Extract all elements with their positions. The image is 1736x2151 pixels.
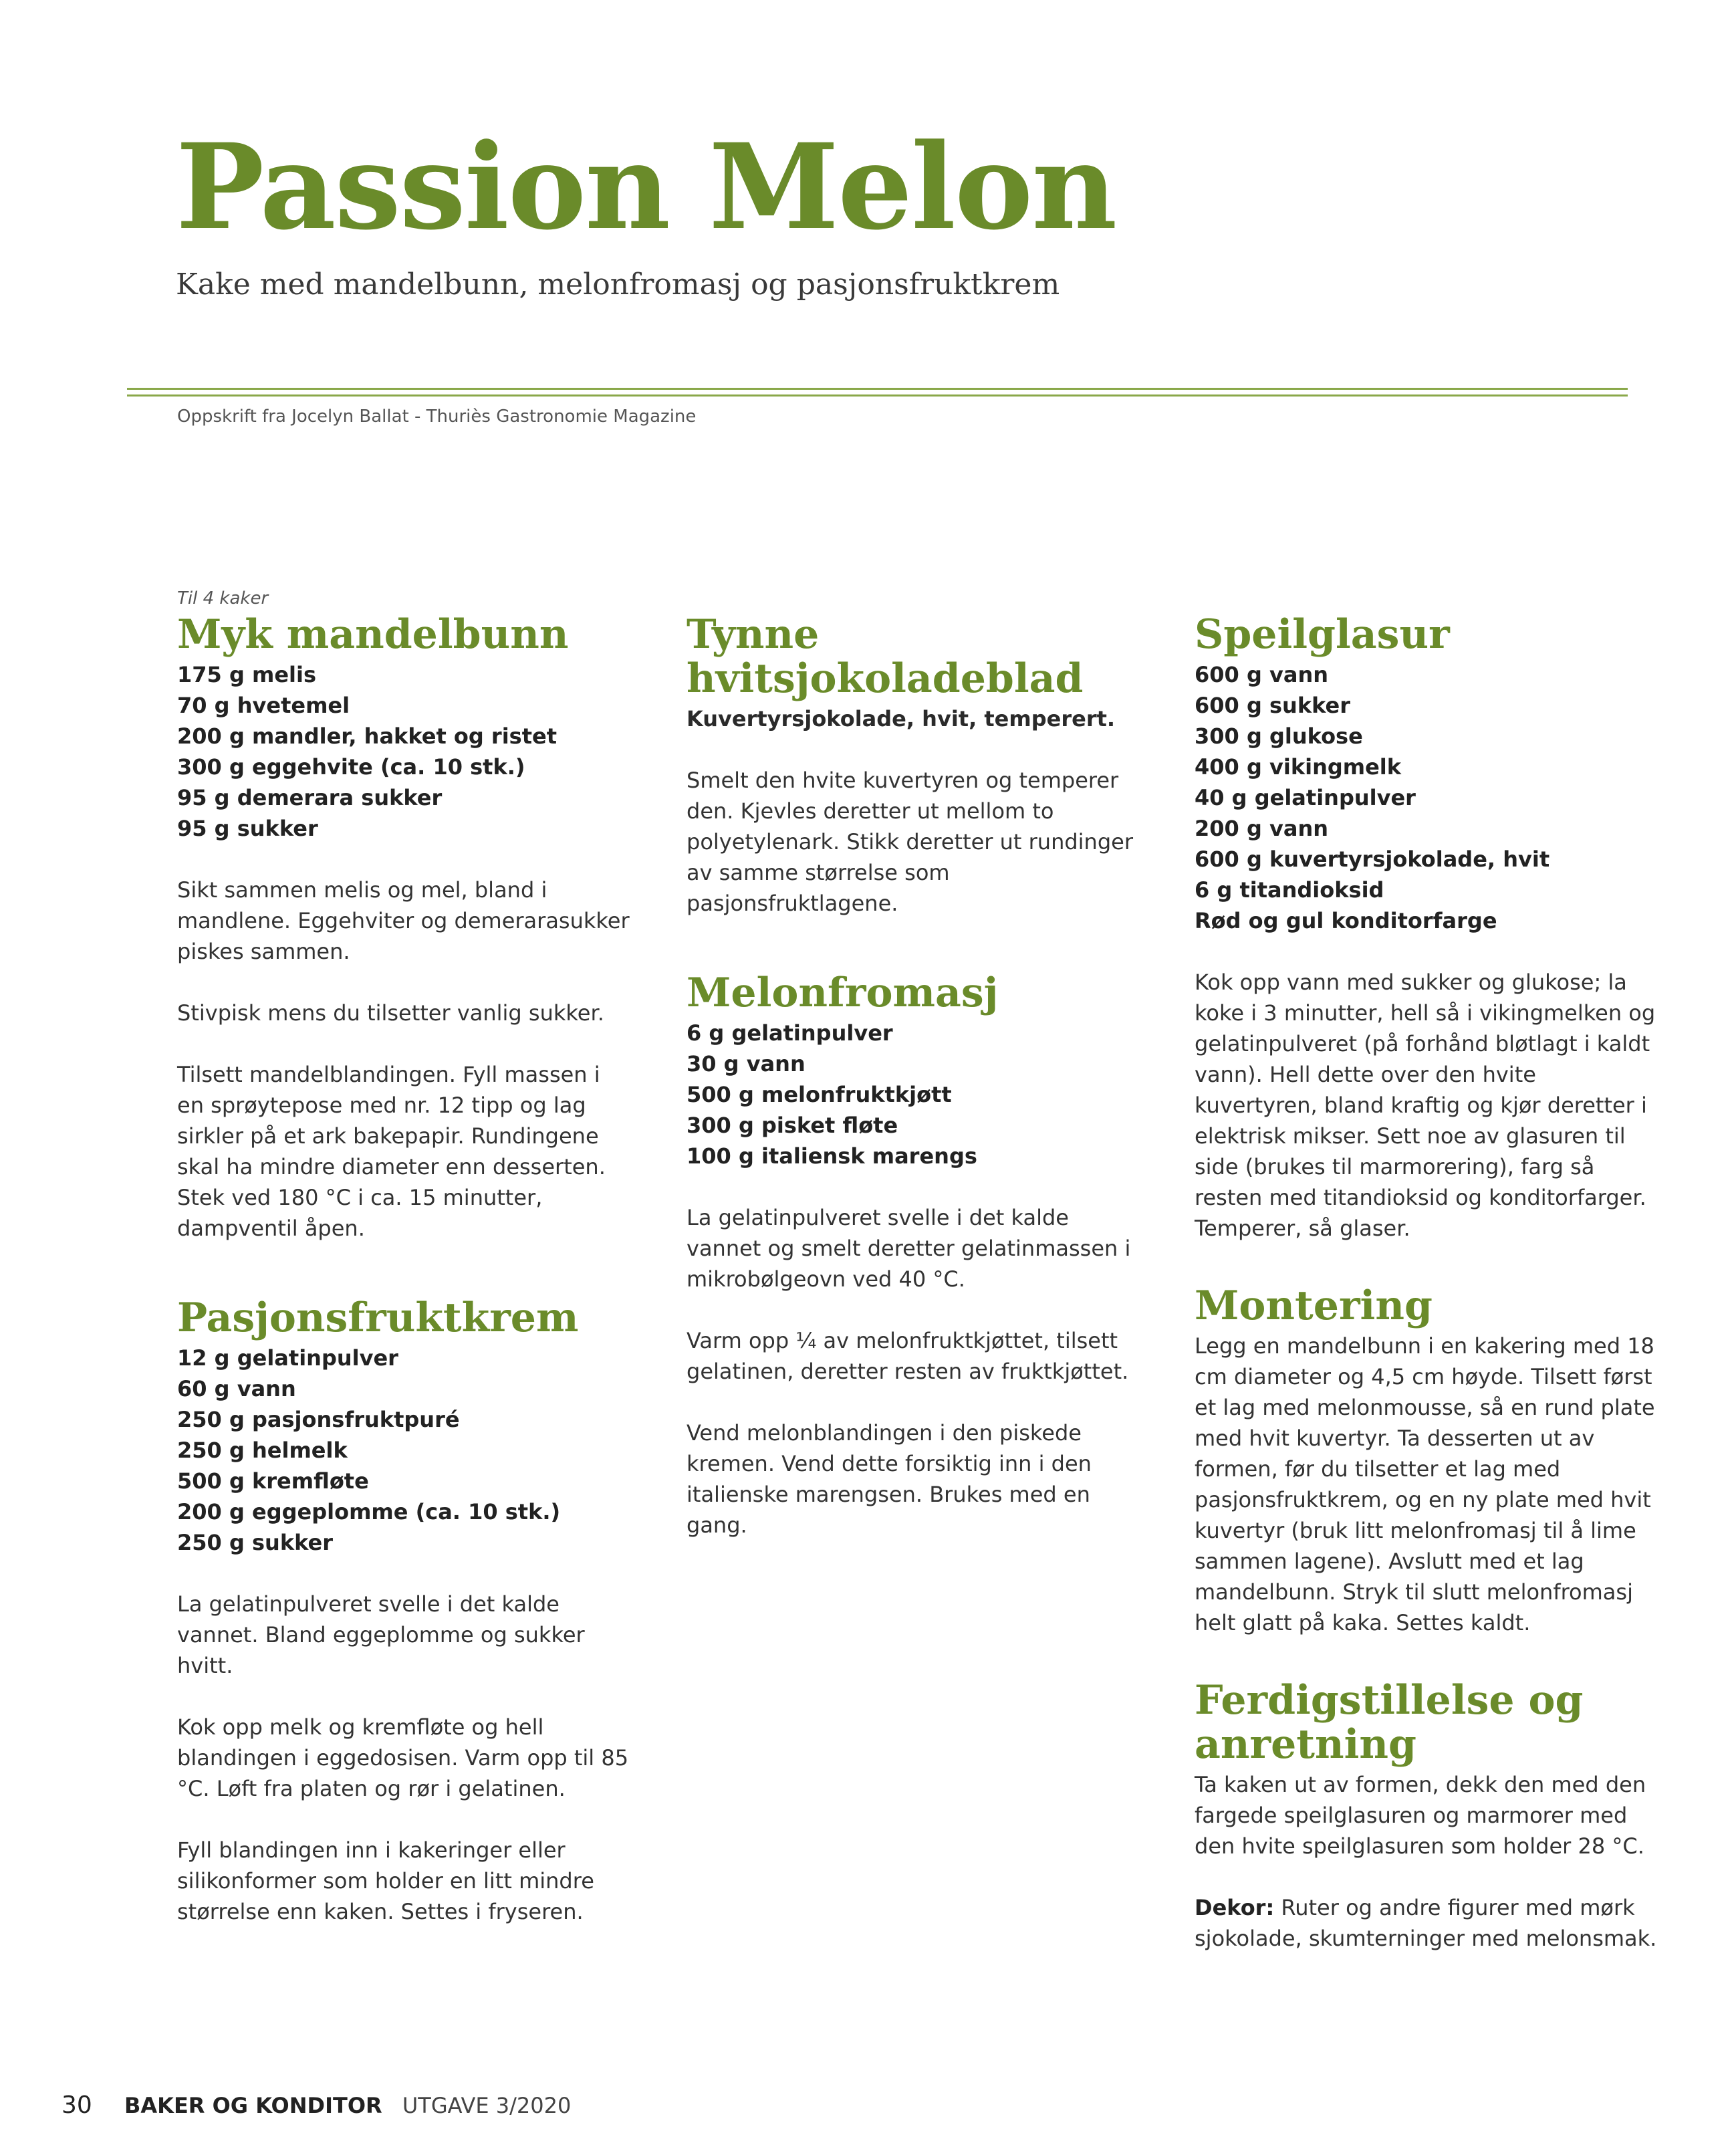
method-step: Smelt den hvite kuvertyren og temperer den. Kjevles deretter ut mellom to polyetylenark. Stikk deretter ut rundinger av samme størrelse som pasjonsfruktlagene. (687, 768, 1133, 916)
ingredient: 500 g melonfruktkjøtt (687, 1082, 952, 1107)
method-step: La gelatinpulveret svelle i det kalde vannet og smelt deretter gelatinmassen i mikrobølgeovn ved 40 °C. (687, 1205, 1131, 1292)
section-title: Melonfromasj (687, 970, 999, 1016)
ingredient-list (1195, 659, 1662, 936)
method-step: Tilsett mandelblandingen. Fyll massen i en sprøytepose med nr. 12 tipp og lag sirkler på et ark bakepapir. Rundingene skal ha mindre diameter enn desserten. Stek ved 180 °C i ca. 15 minutter, dampventil åpen. (177, 1062, 606, 1241)
ingredient: 95 g sukker (177, 816, 318, 841)
page-number: 30 (61, 2091, 92, 2119)
ingredient: 60 g vann (177, 1376, 296, 1401)
section-title: Myk mandelbunn (177, 611, 569, 658)
ingredient: 600 g kuvertyrsjokolade, hvit (1195, 846, 1550, 872)
ingredient: 300 g glukose (1195, 723, 1363, 749)
dekor-note (1195, 1892, 1662, 1954)
method-step: Fyll blandingen inn i kakeringer eller silikonformer som holder en litt mindre størrelse enn kaken. Settes i fryseren. (177, 1837, 594, 1924)
method-step: Kok opp melk og kremfløte og hell blandingen i eggedosisen. Varm opp til 85 °C. Løft fra platen og rør i gelatinen. (177, 1714, 629, 1801)
ingredient: 70 g hvetemel (177, 693, 350, 718)
section-pasjonsfruktkrem (177, 1296, 632, 1927)
ingredient: 600 g sukker (1195, 693, 1350, 718)
column-1 (177, 588, 632, 1927)
ingredient: 200 g eggeplomme (ca. 10 stk.) (177, 1499, 561, 1524)
ingredient: 250 g sukker (177, 1530, 333, 1555)
section-title: Speilglasur (1195, 611, 1450, 658)
divider-top (127, 388, 1628, 390)
section-title: Montering (1195, 1282, 1433, 1329)
dekor-label: Dekor: (1195, 1895, 1275, 1920)
page-subtitle: Kake med mandelbunn, melonfromasj og pasjonsfruktkrem (176, 267, 1060, 302)
issue-label: UTGAVE 3/2020 (402, 2093, 572, 2118)
column-3 (1195, 588, 1662, 1954)
ingredient: 250 g pasjonsfruktpuré (177, 1407, 460, 1432)
ingredient-list (687, 1018, 1141, 1171)
ingredient: 6 g titandioksid (1195, 877, 1384, 903)
ingredient: 6 g gelatinpulver (687, 1020, 893, 1046)
ingredient: 600 g vann (1195, 662, 1328, 687)
recipe-credit: Oppskrift fra Jocelyn Ballat - Thuriès Gastronomie Magazine (177, 407, 697, 427)
section-mandelbunn (177, 612, 632, 1244)
page-footer (61, 2091, 571, 2119)
section-subtitle: Kuvertyrsjokolade, hvit, temperert. (687, 706, 1116, 731)
page-title: Passion Melon (176, 118, 1116, 256)
ingredient: 40 g gelatinpulver (1195, 785, 1416, 810)
section-sjokoladeblad (687, 588, 1141, 919)
ingredient: 300 g pisket fløte (687, 1113, 898, 1138)
method-step: Varm opp ¼ av melonfruktkjøttet, tilsett gelatinen, deretter resten av fruktkjøttet. (687, 1328, 1129, 1384)
ingredient: 95 g demerara sukker (177, 785, 443, 810)
method-step: Vend melonblandingen i den piskede kremen. Vend dette forsiktig inn i den italienske marengsen. Brukes med en gang. (687, 1420, 1092, 1538)
divider-bottom (127, 394, 1628, 397)
ingredient: 200 g vann (1195, 816, 1328, 841)
ingredient: 175 g melis (177, 662, 317, 687)
method-step: Sikt sammen melis og mel, bland i mandlene. Eggehviter og demerarasukker piskes sammen. (177, 877, 630, 964)
ingredient: 500 g kremfløte (177, 1468, 369, 1494)
section-montering (1195, 1284, 1662, 1638)
section-speilglasur (1195, 588, 1662, 1244)
ingredient: 300 g eggehvite (ca. 10 stk.) (177, 754, 525, 780)
section-title: Ferdigstillelse og anretning (1195, 1677, 1584, 1768)
section-melonfromasj (687, 971, 1141, 1541)
magazine-name: BAKER OG KONDITOR (124, 2093, 382, 2118)
column-2 (687, 588, 1141, 1541)
dekor-text: Ruter og andre figurer med mørk sjokolade, skumterninger med melonsmak. (1195, 1895, 1657, 1951)
section-title: Pasjonsfruktkrem (177, 1294, 579, 1341)
ingredient: 200 g mandler, hakket og ristet (177, 723, 557, 749)
section-title: Tynne hvitsjokoladeblad (687, 611, 1084, 702)
ingredient: 30 g vann (687, 1051, 805, 1077)
ingredient: 100 g italiensk marengs (687, 1143, 977, 1169)
section-text: Ta kaken ut av formen, dekk den med den fargede speilglasuren og marmorer med den hvite speilglasuren som holder 28 °C. (1195, 1772, 1646, 1859)
ingredient-list (177, 1343, 632, 1558)
method-step: Kok opp vann med sukker og glukose; la koke i 3 minutter, hell så i vikingmelken og gelatinpulveret (på forhånd bløtlagt i kaldt vann). Hell dette over den hvite kuvertyren, bland kraftig og kjør deretter i elektrisk mikser. Sett noe av glasuren til side (brukes til marmorering), farg så resten med titandioksid og konditorfarger. Temperer, så glaser. (1195, 970, 1656, 1241)
yield-note: Til 4 kaker (177, 588, 269, 608)
ingredient-list (177, 659, 632, 844)
ingredient: Rød og gul konditorfarge (1195, 908, 1497, 933)
method-step: Stivpisk mens du tilsetter vanlig sukker. (177, 1000, 604, 1026)
ingredient: 250 g helmelk (177, 1438, 348, 1463)
ingredient: 400 g vikingmelk (1195, 754, 1402, 780)
method-step: La gelatinpulveret svelle i det kalde vannet. Bland eggeplomme og sukker hvitt. (177, 1591, 585, 1678)
ingredient: 12 g gelatinpulver (177, 1345, 398, 1371)
section-ferdigstillelse (1195, 1678, 1662, 1954)
section-text: Legg en mandelbunn i en kakering med 18 cm diameter og 4,5 cm høyde. Tilsett først et lag med melonmousse, så en rund plate med hvit kuvertyr. Ta desserten ut av formen, før du tilsetter et lag med pasjonsfruktkrem, og en ny plate med hvit kuvertyr (bruk litt melonfromasj til å lime sammen lagene). Avslutt med et lag mandelbunn. Stryk til slutt melonfromasj helt glatt på kaka. Settes kaldt. (1195, 1333, 1655, 1635)
